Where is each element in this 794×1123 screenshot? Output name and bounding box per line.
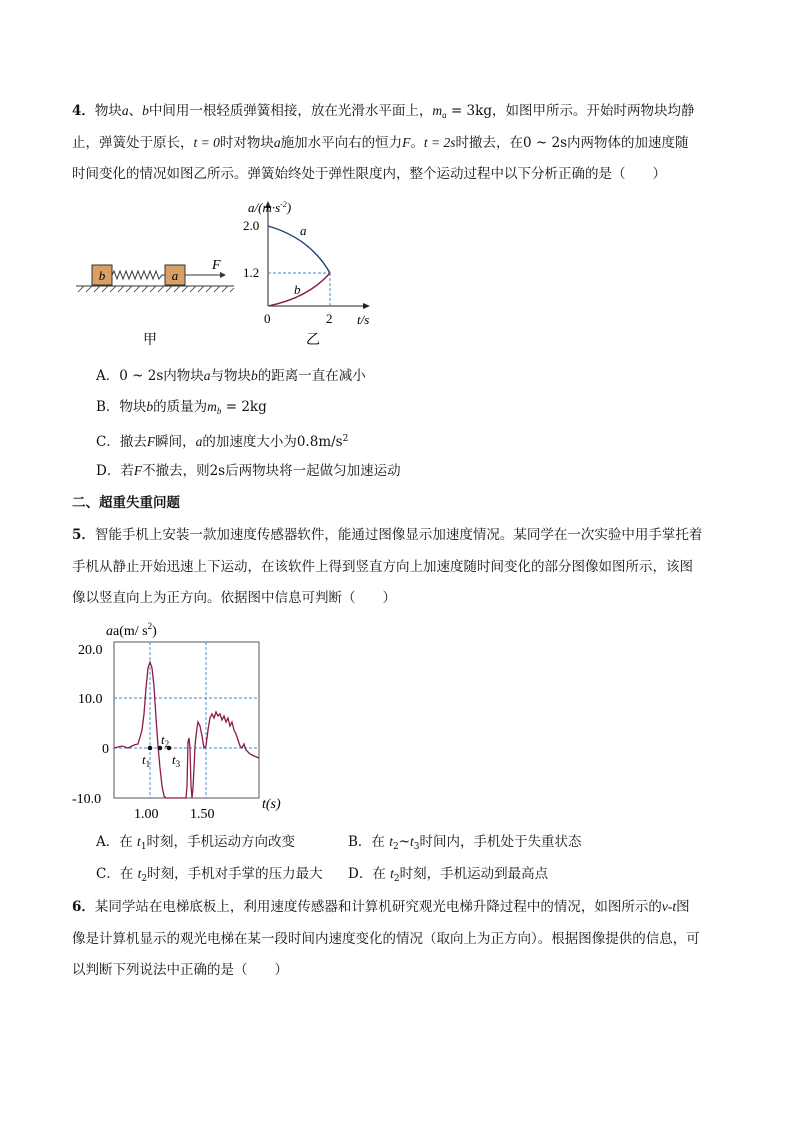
q5-gridlines [114, 642, 259, 798]
q5-accel-chart [72, 618, 302, 828]
q5-line1: 5．智能手机上安装一款加速度传感器软件，能通过图像显示加速度情况。某同学在一次实验中用手掌托着 [72, 527, 703, 543]
q5-label-t3: $t_3$ [172, 752, 181, 769]
ground-hatch [78, 286, 234, 292]
curve-a-label: a [300, 223, 307, 238]
q4-option-c[interactable]: C．撤去F瞬间，a的加速度大小为$0.8m/s^2$ [96, 434, 349, 450]
q5-option-a[interactable]: A．在 $t_1$时刻，手机运动方向改变 [96, 834, 296, 852]
q5-label-t2: $t_2$ [161, 732, 170, 749]
x-axis-arrow [363, 303, 370, 309]
q5-option-b[interactable]: B．在 $t_2\sim t_3$时间内，手机处于失重状态 [348, 834, 582, 852]
q5-tick-10: 10.0 [78, 692, 103, 707]
q4-line2: 止，弹簧处于原长，t = 0时对物块a施加水平向右的恒力F。t = 2s时撤去，在0 ~ 2s内两物体的加速度随 [72, 135, 689, 151]
q5-line3: 像以竖直向上为正方向。依据图中信息可判断（ ） [72, 590, 396, 606]
curve-a [268, 226, 330, 273]
spring [112, 271, 165, 279]
tick-2: 2 [326, 311, 333, 326]
q5-tick-neg10: -10.0 [72, 792, 102, 807]
q5-label-t1: $t_1$ [142, 752, 151, 769]
section-heading: 二、超重失重问题 [72, 495, 180, 511]
q5-option-d[interactable]: D．在 $t_2$时刻，手机运动到最高点 [348, 866, 549, 884]
y-axis-label: $a/(m\cdot s^{-2})$ [248, 200, 292, 215]
figure-jia [72, 255, 242, 350]
figure-yi-caption: 乙 [306, 332, 320, 348]
q6-line1: 6．某同学站在电梯底板上，利用速度传感器和计算机研究观光电梯升降过程中的情况，如图所示的v-t图 [72, 899, 690, 915]
force-label: F [212, 258, 221, 273]
figure-yi [240, 198, 380, 348]
q5-accel-curve [114, 662, 259, 798]
force-arrowhead [220, 272, 226, 278]
tick-0: 0 [264, 311, 271, 326]
q5-x-axis-label: t(s) [262, 797, 281, 812]
x-axis-label: t/s [357, 312, 370, 327]
q6-line3: 以判断下列说法中正确的是（ ） [72, 962, 288, 978]
q4-line3: 时间变化的情况如图乙所示。弹簧始终处于弹性限度内，整个运动过程中以下分析正确的是（ ） [72, 166, 666, 182]
q4-option-d[interactable]: D．若F不撤去，则2s后两物块将一起做匀加速运动 [96, 463, 401, 479]
q5-tick-x2: 1.50 [190, 807, 215, 822]
q5-option-c[interactable]: C．在 $t_2$时刻，手机对手掌的压力最大 [96, 866, 323, 884]
q5-tick-20: 20.0 [78, 643, 103, 658]
q5-tick-x1: 1.00 [134, 807, 159, 822]
block-a-label: a [171, 268, 179, 283]
q5-line2: 手机从静止开始迅速上下运动，在该软件上得到竖直方向上加速度随时间变化的部分图像如图所示，该图 [72, 559, 693, 575]
curve-b-label: b [294, 282, 301, 297]
q4-option-a[interactable]: A．0 ~ 2s内物块a与物块b的距离一直在减小 [96, 368, 366, 384]
q5-y-axis-label: aa(m/ $s^2$) [106, 621, 157, 639]
q5-tick-0: 0 [102, 742, 109, 757]
q4-option-b[interactable]: B．物块b的质量为$m_b = 2kg$ [96, 399, 267, 416]
q5-point-t1 [148, 746, 153, 751]
block-b-label: b [98, 268, 106, 283]
tick-2.0: 2.0 [243, 218, 260, 233]
q4-line1: 4．物块a、b中间用一根轻质弹簧相接，放在光滑水平面上，$m_a = 3kg$，如图甲所示。开始时两物块均静 [72, 103, 695, 120]
tick-1.2: 1.2 [243, 265, 260, 280]
q5-plot-frame [114, 642, 259, 798]
figure-jia-caption: 甲 [143, 332, 157, 348]
q6-line2: 像是计算机显示的观光电梯在某一段时间内速度变化的情况（取向上为正方向）。根据图像提供的信息，可 [72, 931, 700, 947]
